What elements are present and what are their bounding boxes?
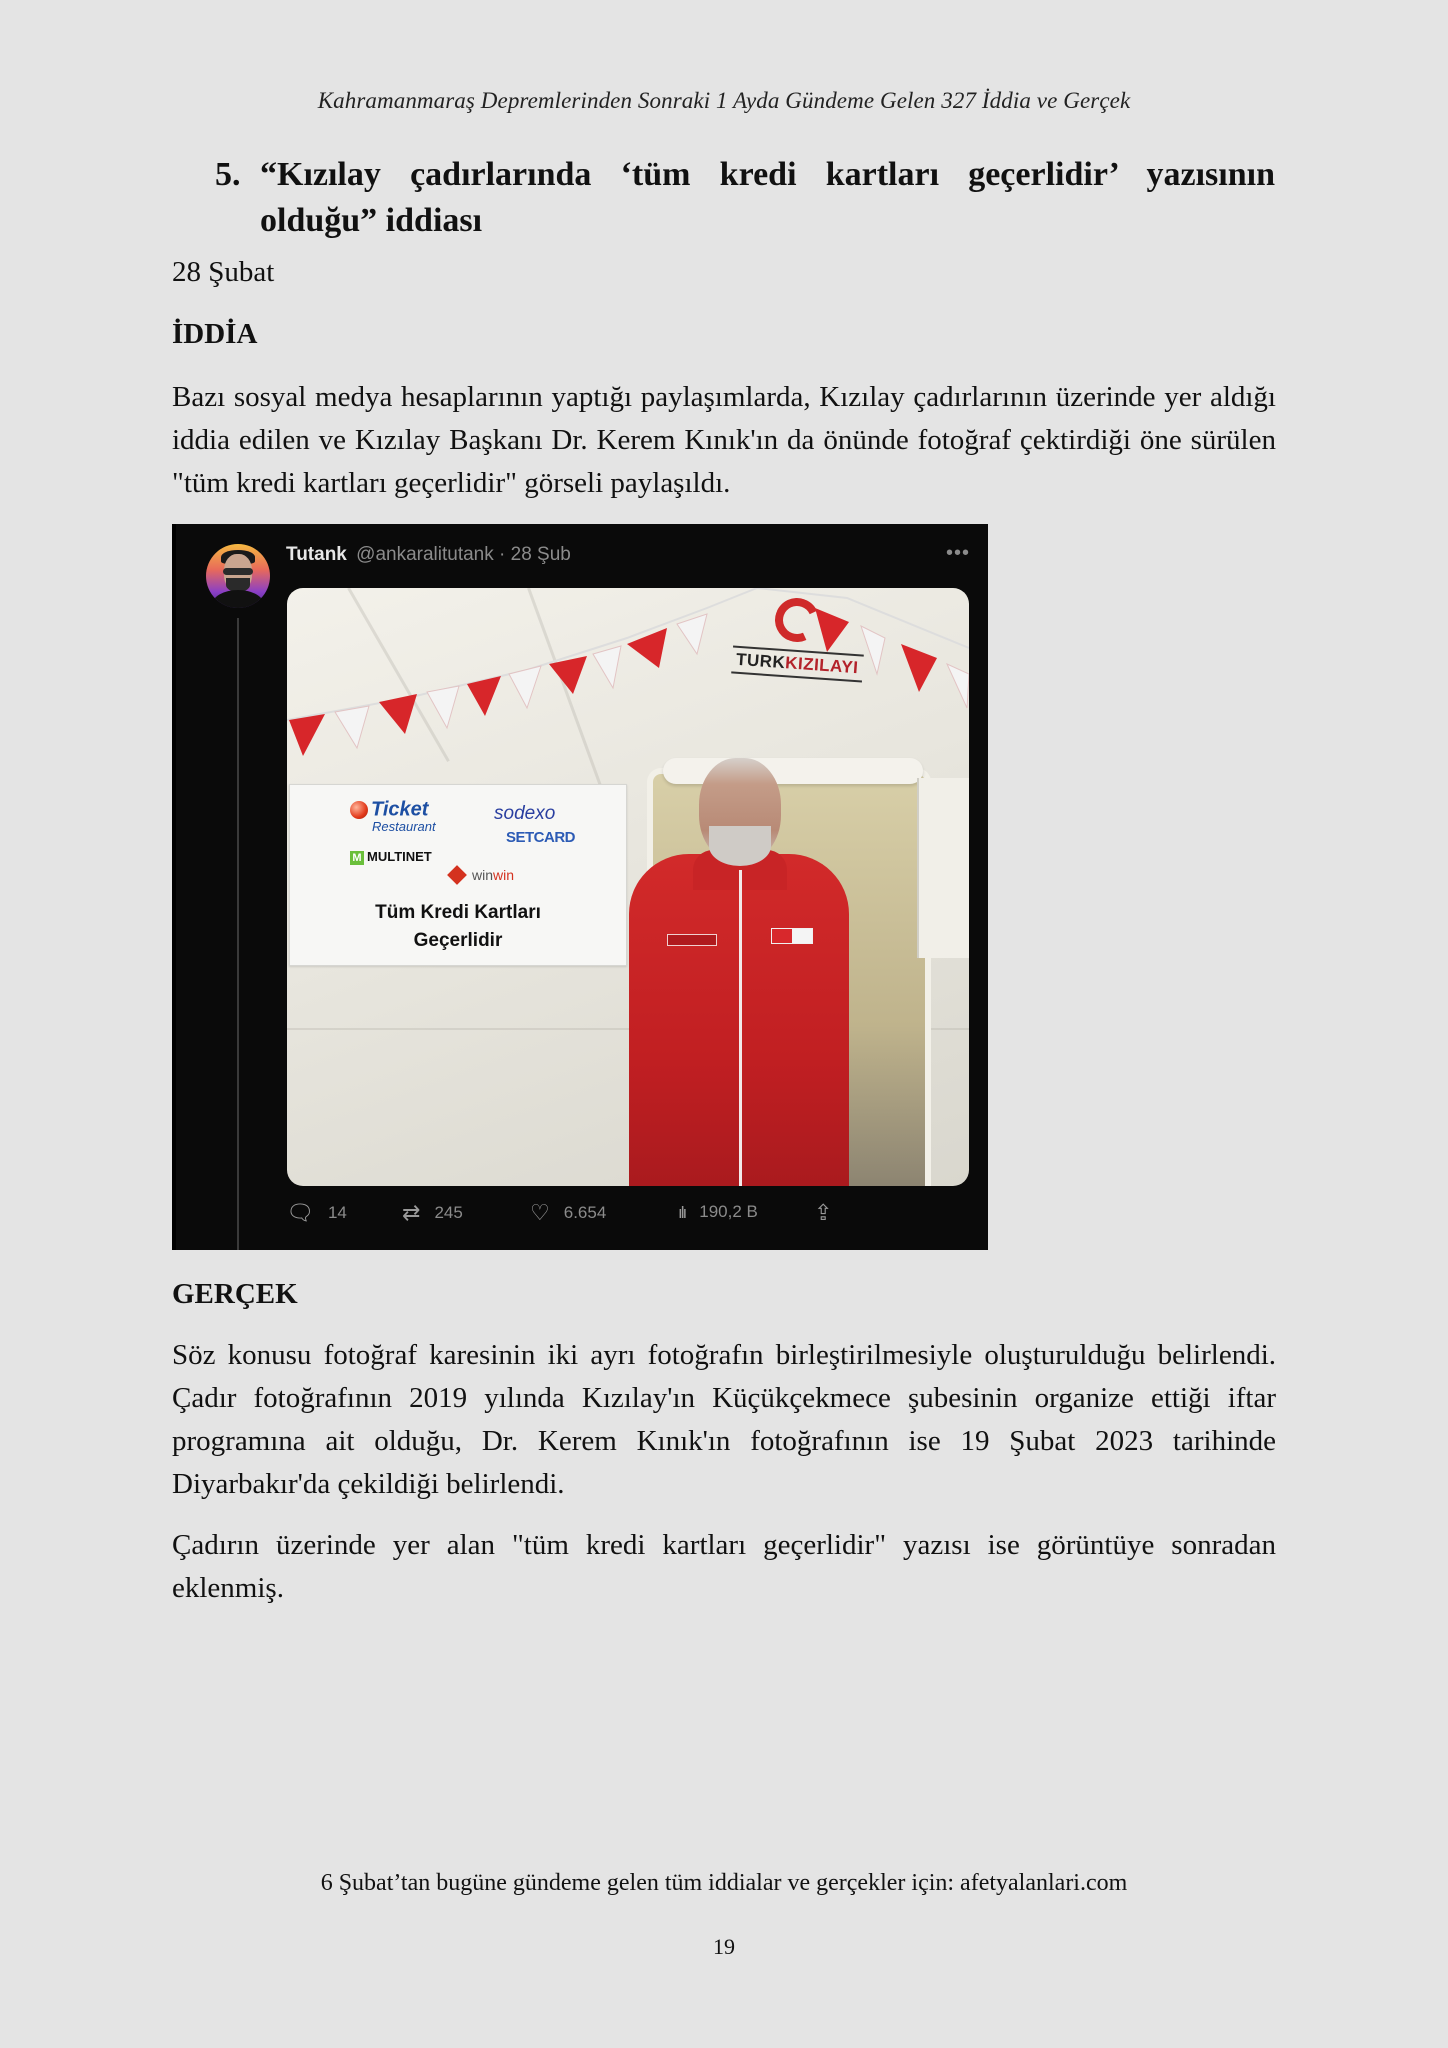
reply-count: 14 xyxy=(327,1203,347,1222)
tent-logo-turk: TURK xyxy=(735,649,786,673)
section-number: 5. xyxy=(215,156,241,193)
claim-paragraph: Bazı sosyal medya hesaplarının yaptığı paylaşımlarda, Kızılay çadırlarının üzerinde yer aldığı iddia edilen ve Kızılay Başkanı Dr. Kerem Kınık'ın da önünde fotoğraf çektirdiği öne sürülen "tüm kredi kartları geçerlidir" görseli paylaşıldı. xyxy=(172,381,1276,499)
sodexo-logo: sodexo xyxy=(494,803,556,824)
reply-icon: 🗨 xyxy=(286,1200,314,1225)
retweet-button[interactable] xyxy=(402,1202,463,1224)
multinet-logo: M MULTINET xyxy=(350,849,432,865)
thread-line xyxy=(237,618,239,1250)
winwin-logo: winwin xyxy=(450,867,514,883)
section-title xyxy=(215,152,1275,244)
views-chart-icon: ılı xyxy=(678,1202,686,1222)
reply-button[interactable] xyxy=(286,1202,347,1224)
more-horizontal-icon: ••• xyxy=(945,542,970,564)
person-red-jacket xyxy=(629,758,849,1186)
page-number: 19 xyxy=(713,1934,735,1959)
views-count: 190,2 B xyxy=(699,1202,758,1221)
retweet-count: 245 xyxy=(434,1203,463,1222)
section-date: 28 Şubat xyxy=(172,256,275,288)
views-button[interactable] xyxy=(678,1202,758,1222)
fact-paragraph-1: Söz konusu fotoğraf karesinin iki ayrı fotoğrafın birleştirilmesiyle oluşturulduğu belirlendi. Çadır fotoğrafının 2019 yılında Kızılay'ın Küçükçekmece şubesinin organize ettiği iftar programına ait olduğu, Dr. Kerem Kınık'ın fotoğrafının ise 19 Şubat 2023 tarihinde Diyarbakır'da çekildiği belirlendi. xyxy=(172,1339,1276,1500)
retweet-icon: ⇄ xyxy=(402,1200,421,1225)
tent-flap xyxy=(917,778,969,958)
credit-card-sign xyxy=(289,784,627,966)
tweet-screenshot xyxy=(172,524,988,1250)
sign-text: Tüm Kredi Kartları Geçerlidir xyxy=(375,902,541,951)
avatar xyxy=(206,544,270,608)
share-icon: ⇪ xyxy=(814,1200,833,1225)
claim-heading: İDDİA xyxy=(172,318,258,350)
tweet-image xyxy=(287,588,969,1186)
heart-icon: ♡ xyxy=(530,1200,550,1225)
running-header: Kahramanmaraş Depremlerinden Sonraki 1 Ayda Gündeme Gelen 327 İddia ve Gerçek xyxy=(317,88,1131,113)
kizilay-logo xyxy=(732,598,863,678)
like-count: 6.654 xyxy=(563,1203,607,1222)
tweet-handle: @ankaralitutank xyxy=(356,544,494,565)
crescent-icon xyxy=(769,592,825,648)
tweet-meta xyxy=(286,544,571,566)
tweet-actions xyxy=(286,1202,886,1232)
section-title-text: “Kızılay çadırlarında ‘tüm kredi kartları geçerlidir’ yazısının olduğu” iddiası xyxy=(260,156,1275,239)
like-button[interactable] xyxy=(530,1202,606,1224)
tweet-date: 28 Şub xyxy=(510,544,571,565)
share-button[interactable] xyxy=(814,1202,832,1224)
ticket-restaurant-logo: Ticket Restaurant xyxy=(350,801,436,835)
tent-logo-kizilayi: KIZILAYI xyxy=(784,653,860,678)
setcard-logo: SETCARD xyxy=(506,829,576,846)
footer-note: 6 Şubat’tan bugüne gündeme gelen tüm iddialar ve gerçekler için: afetyalanlari.com xyxy=(320,1870,1128,1896)
tweet-separator: · xyxy=(499,544,506,565)
tweet-display-name: Tutank xyxy=(286,544,347,565)
fact-paragraph-2: Çadırın üzerinde yer alan "tüm kredi kartları geçerlidir" yazısı ise görüntüye sonradan eklenmiş. xyxy=(172,1529,1276,1604)
fact-heading: GERÇEK xyxy=(172,1278,298,1310)
